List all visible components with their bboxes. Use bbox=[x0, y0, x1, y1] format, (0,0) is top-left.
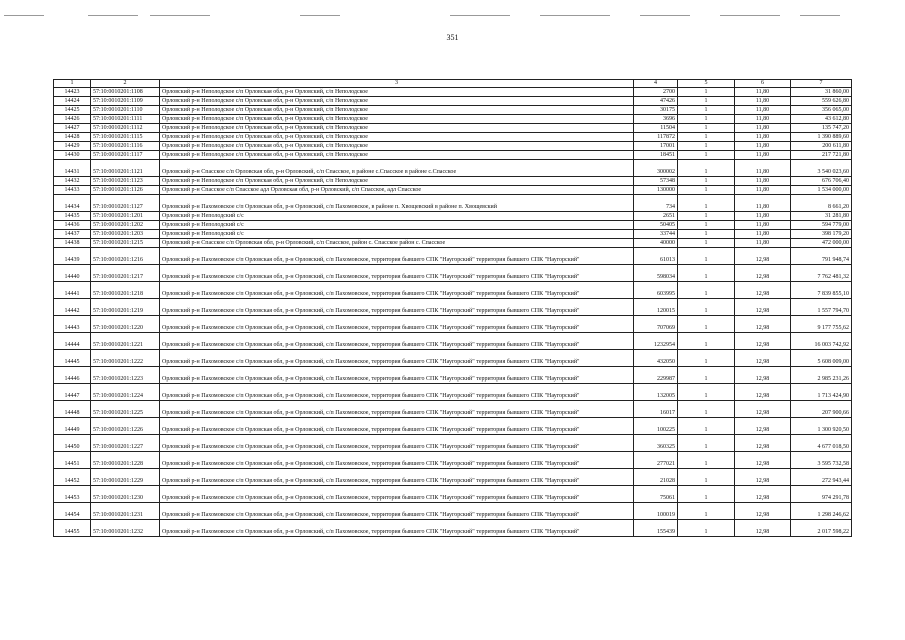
cell-rate: 12,98 bbox=[735, 469, 791, 486]
cell-area: 132005 bbox=[634, 384, 678, 401]
cell-rate: 12,98 bbox=[735, 452, 791, 469]
cell-rate: 12,98 bbox=[735, 282, 791, 299]
cell-rate: 12,98 bbox=[735, 265, 791, 282]
cell-location: Орловский р-н Пахомовское с/п Орловская обл, р-н Орловский, с/п Пахомовское, территория бывшего СПК "Наугорский" территория бывшего СПК "Наугорский" bbox=[160, 248, 634, 265]
cell-rate: 11,80 bbox=[735, 160, 791, 177]
cell-location: Орловский р-н Неполодское с/п Орловская обл, р-н Орловский, с/п Неполодское bbox=[160, 124, 634, 133]
cell-cadastral-number: 57:10:0010201:1222 bbox=[91, 350, 160, 367]
table-row bbox=[54, 316, 852, 333]
cell-row-number: 14443 bbox=[54, 316, 91, 333]
cell-rate: 12,98 bbox=[735, 418, 791, 435]
cell-rate: 11,80 bbox=[735, 230, 791, 239]
cell-rate: 12,98 bbox=[735, 520, 791, 537]
cell-cadastral-number: 57:10:0010201:1108 bbox=[91, 88, 160, 97]
cell-location: Орловский р-н Пахомовское с/п Орловская обл, р-н Орловский, с/п Пахомовское, территория бывшего СПК "Наугорский" территория бывшего СПК "Наугорский" bbox=[160, 520, 634, 537]
cell-area: 61013 bbox=[634, 248, 678, 265]
cell-count: 1 bbox=[678, 248, 735, 265]
page-number: 351 bbox=[446, 33, 459, 42]
cell-value: 1 557 794,70 bbox=[791, 299, 852, 316]
cell-value: 1 713 424,90 bbox=[791, 384, 852, 401]
cell-count: 1 bbox=[678, 350, 735, 367]
cell-cadastral-number: 57:10:0010201:1218 bbox=[91, 282, 160, 299]
cell-location: Орловский р-н Пахомовское с/п Орловская обл, р-н Орловский, с/п Пахомовское, территория бывшего СПК "Наугорский" территория бывшего СПК "Наугорский" bbox=[160, 299, 634, 316]
cell-row-number: 14432 bbox=[54, 177, 91, 186]
cell-row-number: 14451 bbox=[54, 452, 91, 469]
cell-cadastral-number: 57:10:0010201:1112 bbox=[91, 124, 160, 133]
table-row bbox=[54, 106, 852, 115]
cell-row-number: 14450 bbox=[54, 435, 91, 452]
cell-value: 9 177 755,62 bbox=[791, 316, 852, 333]
cell-cadastral-number: 57:10:0010201:1123 bbox=[91, 177, 160, 186]
cell-count: 1 bbox=[678, 88, 735, 97]
cell-cadastral-number: 57:10:0010201:1111 bbox=[91, 115, 160, 124]
table-row bbox=[54, 177, 852, 186]
cell-rate: 12,98 bbox=[735, 333, 791, 350]
cell-area: 17001 bbox=[634, 142, 678, 151]
cell-area: 30175 bbox=[634, 106, 678, 115]
cell-row-number: 14436 bbox=[54, 221, 91, 230]
table-row bbox=[54, 435, 852, 452]
cell-area: 734 bbox=[634, 195, 678, 212]
cell-cadastral-number: 57:10:0010201:1219 bbox=[91, 299, 160, 316]
cell-area: 50405 bbox=[634, 221, 678, 230]
table-row bbox=[54, 452, 852, 469]
cell-location: Орловский р-н Неполодское с/п Орловская обл, р-н Орловский, с/п Неполодское bbox=[160, 142, 634, 151]
cell-location: Орловский р-н Пахомовское с/п Орловская обл, р-н Орловский, с/п Пахомовское, территория бывшего СПК "Наугорский" территория бывшего СПК "Наугорский" bbox=[160, 469, 634, 486]
cell-location: Орловский р-н Пахомовское с/п Орловская обл, р-н Орловский, с/п Пахомовское, территория бывшего СПК "Наугорский" территория бывшего СПК "Наугорский" bbox=[160, 452, 634, 469]
cell-value: 356 065,00 bbox=[791, 106, 852, 115]
table-row bbox=[54, 97, 852, 106]
cell-rate: 12,98 bbox=[735, 486, 791, 503]
cell-count: 1 bbox=[678, 418, 735, 435]
cell-value: 272 943,44 bbox=[791, 469, 852, 486]
table-row bbox=[54, 350, 852, 367]
cell-row-number: 14424 bbox=[54, 97, 91, 106]
cell-rate: 12,98 bbox=[735, 384, 791, 401]
cell-location: Орловский р-н Пахомовское с/п Орловская обл, р-н Орловский, с/п Пахомовское, территория бывшего СПК "Наугорский" территория бывшего СПК "Наугорский" bbox=[160, 384, 634, 401]
cell-location: Орловский р-н Пахомовское с/п Орловская обл, р-н Орловский, с/п Пахомовское, территория бывшего СПК "Наугорский" территория бывшего СПК "Наугорский" bbox=[160, 350, 634, 367]
cell-value: 217 721,80 bbox=[791, 151, 852, 160]
cell-location: Орловский р-н Неполодское с/п Орловская обл, р-н Орловский, с/п Неполодское bbox=[160, 88, 634, 97]
cell-location: Орловский р-н Пахомовское с/п Орловская обл, р-н Орловский, с/п Пахомовское, территория бывшего СПК "Наугорский" территория бывшего СПК "Наугорский" bbox=[160, 418, 634, 435]
cell-area: 100225 bbox=[634, 418, 678, 435]
scan-artifact-marks bbox=[0, 12, 905, 18]
cell-location: Орловский р-н Пахомовское с/п Орловская обл, р-н Орловский, с/п Пахомовское, территория бывшего СПК "Наугорский" территория бывшего СПК "Наугорский" bbox=[160, 333, 634, 350]
cell-cadastral-number: 57:10:0010201:1215 bbox=[91, 239, 160, 248]
cell-count: 1 bbox=[678, 221, 735, 230]
cell-cadastral-number: 57:10:0010201:1229 bbox=[91, 469, 160, 486]
cell-row-number: 14447 bbox=[54, 384, 91, 401]
table-row bbox=[54, 160, 852, 177]
table-row bbox=[54, 124, 852, 133]
cell-row-number: 14444 bbox=[54, 333, 91, 350]
cell-location: Орловский р-н Неполодский с/с bbox=[160, 221, 634, 230]
cell-area: 1232954 bbox=[634, 333, 678, 350]
table-row bbox=[54, 239, 852, 248]
cell-area: 155439 bbox=[634, 520, 678, 537]
cell-rate: 11,80 bbox=[735, 177, 791, 186]
cell-area: 603995 bbox=[634, 282, 678, 299]
cell-location: Орловский р-н Неполодское с/п Орловская обл, р-н Орловский, с/п Неполодское bbox=[160, 115, 634, 124]
cell-count: 1 bbox=[678, 97, 735, 106]
cell-count: 1 bbox=[678, 160, 735, 177]
table-row bbox=[54, 115, 852, 124]
table-row bbox=[54, 299, 852, 316]
cell-rate: 11,80 bbox=[735, 195, 791, 212]
cell-value: 43 612,80 bbox=[791, 115, 852, 124]
cell-cadastral-number: 57:10:0010201:1203 bbox=[91, 230, 160, 239]
cell-value: 791 948,74 bbox=[791, 248, 852, 265]
cell-value: 31 860,00 bbox=[791, 88, 852, 97]
cell-count: 1 bbox=[678, 452, 735, 469]
cell-count: 1 bbox=[678, 367, 735, 384]
cell-location: Орловский р-н Спасское с/п Орловская обл, р-н Орловский, с/п Спасское, в районе с.Спасское в районе с.Спасское bbox=[160, 160, 634, 177]
cell-cadastral-number: 57:10:0010201:1126 bbox=[91, 186, 160, 195]
table-row bbox=[54, 151, 852, 160]
cell-location: Орловский р-н Пахомовское с/п Орловская обл, р-н Орловский, с/п Пахомовское, территория бывшего СПК "Наугорский" территория бывшего СПК "Наугорский" bbox=[160, 486, 634, 503]
cell-row-number: 14455 bbox=[54, 520, 91, 537]
cell-count: 1 bbox=[678, 486, 735, 503]
cell-count: 1 bbox=[678, 195, 735, 212]
cell-count: 1 bbox=[678, 265, 735, 282]
cell-location: Орловский р-н Пахомовское с/п Орловская обл, р-н Орловский, с/п Пахомовское, территория бывшего СПК "Наугорский" территория бывшего СПК "Наугорский" bbox=[160, 401, 634, 418]
cell-row-number: 14446 bbox=[54, 367, 91, 384]
cell-row-number: 14423 bbox=[54, 88, 91, 97]
cell-value: 7 762 481,32 bbox=[791, 265, 852, 282]
cell-area: 598034 bbox=[634, 265, 678, 282]
cell-value: 974 291,78 bbox=[791, 486, 852, 503]
cell-location: Орловский р-н Неполодское с/п Орловская обл, р-н Орловский, с/п Неполодское bbox=[160, 97, 634, 106]
cell-value: 2 017 598,22 bbox=[791, 520, 852, 537]
cell-cadastral-number: 57:10:0010201:1231 bbox=[91, 503, 160, 520]
table-row bbox=[54, 133, 852, 142]
cell-value: 1 390 889,60 bbox=[791, 133, 852, 142]
cell-value: 594 779,00 bbox=[791, 221, 852, 230]
cell-cadastral-number: 57:10:0010201:1221 bbox=[91, 333, 160, 350]
cell-rate: 11,80 bbox=[735, 142, 791, 151]
column-header-3: 3 bbox=[160, 80, 634, 88]
cell-cadastral-number: 57:10:0010201:1226 bbox=[91, 418, 160, 435]
cell-rate: 11,80 bbox=[735, 133, 791, 142]
cell-count: 1 bbox=[678, 239, 735, 248]
cell-row-number: 14437 bbox=[54, 230, 91, 239]
table-row bbox=[54, 486, 852, 503]
cell-value: 3 540 023,60 bbox=[791, 160, 852, 177]
cell-value: 472 000,00 bbox=[791, 239, 852, 248]
table-row bbox=[54, 88, 852, 97]
cell-value: 1 298 246,62 bbox=[791, 503, 852, 520]
cell-row-number: 14441 bbox=[54, 282, 91, 299]
cell-value: 3 595 732,58 bbox=[791, 452, 852, 469]
cell-area: 3696 bbox=[634, 115, 678, 124]
cell-rate: 12,98 bbox=[735, 367, 791, 384]
cell-cadastral-number: 57:10:0010201:1116 bbox=[91, 142, 160, 151]
column-header-5: 5 bbox=[678, 80, 735, 88]
cell-area: 16017 bbox=[634, 401, 678, 418]
table-row bbox=[54, 469, 852, 486]
cell-count: 1 bbox=[678, 469, 735, 486]
cell-value: 31 281,80 bbox=[791, 212, 852, 221]
cell-count: 1 bbox=[678, 384, 735, 401]
cell-area: 47426 bbox=[634, 97, 678, 106]
table-row bbox=[54, 367, 852, 384]
cell-count: 1 bbox=[678, 106, 735, 115]
cell-location: Орловский р-н Спасское с/п Спасское адл Орловская обл, р-н Орловский, с/п Спасское, адл Спасское bbox=[160, 186, 634, 195]
column-header-7: 7 bbox=[791, 80, 852, 88]
cell-row-number: 14453 bbox=[54, 486, 91, 503]
cell-area: 40000 bbox=[634, 239, 678, 248]
cell-area: 130000 bbox=[634, 186, 678, 195]
cell-row-number: 14452 bbox=[54, 469, 91, 486]
cell-row-number: 14438 bbox=[54, 239, 91, 248]
cell-count: 1 bbox=[678, 230, 735, 239]
table-row bbox=[54, 503, 852, 520]
cell-count: 1 bbox=[678, 186, 735, 195]
cell-area: 229987 bbox=[634, 367, 678, 384]
cell-location: Орловский р-н Пахомовское с/п Орловская обл, р-н Орловский, с/п Пахомовское, территория бывшего СПК "Наугорский" территория бывшего СПК "Наугорский" bbox=[160, 367, 634, 384]
cell-cadastral-number: 57:10:0010201:1115 bbox=[91, 133, 160, 142]
cell-count: 1 bbox=[678, 503, 735, 520]
cell-area: 33744 bbox=[634, 230, 678, 239]
table-row bbox=[54, 142, 852, 151]
cell-cadastral-number: 57:10:0010201:1217 bbox=[91, 265, 160, 282]
cell-value: 559 626,80 bbox=[791, 97, 852, 106]
cell-row-number: 14442 bbox=[54, 299, 91, 316]
cell-cadastral-number: 57:10:0010201:1216 bbox=[91, 248, 160, 265]
cell-value: 1 534 000,00 bbox=[791, 186, 852, 195]
cell-cadastral-number: 57:10:0010201:1121 bbox=[91, 160, 160, 177]
cell-value: 5 608 009,00 bbox=[791, 350, 852, 367]
cell-area: 75061 bbox=[634, 486, 678, 503]
cell-area: 11504 bbox=[634, 124, 678, 133]
cell-area: 57348 bbox=[634, 177, 678, 186]
cell-count: 1 bbox=[678, 333, 735, 350]
column-header-2: 2 bbox=[91, 80, 160, 88]
cell-rate: 12,98 bbox=[735, 299, 791, 316]
cell-value: 4 677 018,50 bbox=[791, 435, 852, 452]
cell-row-number: 14425 bbox=[54, 106, 91, 115]
cell-row-number: 14426 bbox=[54, 115, 91, 124]
cell-row-number: 14448 bbox=[54, 401, 91, 418]
cell-value: 8 661,20 bbox=[791, 195, 852, 212]
cell-location: Орловский р-н Пахомовское с/п Орловская обл, р-н Орловский, с/п Пахомовское, территория бывшего СПК "Наугорский" территория бывшего СПК "Наугорский" bbox=[160, 503, 634, 520]
cell-cadastral-number: 57:10:0010201:1224 bbox=[91, 384, 160, 401]
cell-count: 1 bbox=[678, 212, 735, 221]
cell-count: 1 bbox=[678, 435, 735, 452]
cell-row-number: 14434 bbox=[54, 195, 91, 212]
cell-row-number: 14431 bbox=[54, 160, 91, 177]
table-row bbox=[54, 418, 852, 435]
cell-count: 1 bbox=[678, 520, 735, 537]
table-row bbox=[54, 186, 852, 195]
cell-value: 207 900,66 bbox=[791, 401, 852, 418]
cell-area: 300002 bbox=[634, 160, 678, 177]
cell-cadastral-number: 57:10:0010201:1109 bbox=[91, 97, 160, 106]
cell-count: 1 bbox=[678, 124, 735, 133]
cell-value: 7 839 855,10 bbox=[791, 282, 852, 299]
table-row bbox=[54, 333, 852, 350]
cell-count: 1 bbox=[678, 316, 735, 333]
cell-location: Орловский р-н Неполодское с/п Орловская обл, р-н Орловский, с/п Неполодское bbox=[160, 151, 634, 160]
cell-area: 120015 bbox=[634, 299, 678, 316]
cell-row-number: 14440 bbox=[54, 265, 91, 282]
cell-count: 1 bbox=[678, 401, 735, 418]
cell-row-number: 14435 bbox=[54, 212, 91, 221]
cell-row-number: 14454 bbox=[54, 503, 91, 520]
cell-value: 676 706,40 bbox=[791, 177, 852, 186]
cell-value: 1 300 920,50 bbox=[791, 418, 852, 435]
cell-cadastral-number: 57:10:0010201:1225 bbox=[91, 401, 160, 418]
cell-count: 1 bbox=[678, 282, 735, 299]
cell-count: 1 bbox=[678, 115, 735, 124]
table-row bbox=[54, 212, 852, 221]
cell-count: 1 bbox=[678, 299, 735, 316]
header-row bbox=[54, 80, 852, 88]
cell-location: Орловский р-н Пахомовское с/п Орловская обл, р-н Орловский, с/п Пахомовское, в районе п. Хвощевский в районе п. Хвощевский bbox=[160, 195, 634, 212]
cell-row-number: 14427 bbox=[54, 124, 91, 133]
cell-rate: 11,80 bbox=[735, 106, 791, 115]
cell-rate: 11,80 bbox=[735, 221, 791, 230]
cell-count: 1 bbox=[678, 151, 735, 160]
table-row bbox=[54, 265, 852, 282]
cell-location: Орловский р-н Пахомовское с/п Орловская обл, р-н Орловский, с/п Пахомовское, территория бывшего СПК "Наугорский" территория бывшего СПК "Наугорский" bbox=[160, 435, 634, 452]
cell-area: 277021 bbox=[634, 452, 678, 469]
cell-location: Орловский р-н Неполодский с/с bbox=[160, 230, 634, 239]
cell-rate: 12,98 bbox=[735, 248, 791, 265]
land-register-table bbox=[53, 79, 852, 537]
cell-row-number: 14445 bbox=[54, 350, 91, 367]
cell-rate: 12,98 bbox=[735, 435, 791, 452]
cell-location: Орловский р-н Пахомовское с/п Орловская обл, р-н Орловский, с/п Пахомовское, территория бывшего СПК "Наугорский" территория бывшего СПК "Наугорский" bbox=[160, 282, 634, 299]
cell-row-number: 14429 bbox=[54, 142, 91, 151]
cell-area: 432050 bbox=[634, 350, 678, 367]
cell-area: 707069 bbox=[634, 316, 678, 333]
table-body bbox=[54, 88, 852, 537]
cell-rate: 11,80 bbox=[735, 115, 791, 124]
cell-rate: 12,98 bbox=[735, 401, 791, 418]
cell-rate: 11,80 bbox=[735, 88, 791, 97]
column-header-1: 1 bbox=[54, 80, 91, 88]
cell-row-number: 14439 bbox=[54, 248, 91, 265]
cell-cadastral-number: 57:10:0010201:1232 bbox=[91, 520, 160, 537]
cell-rate: 11,80 bbox=[735, 97, 791, 106]
cell-cadastral-number: 57:10:0010201:1117 bbox=[91, 151, 160, 160]
cell-row-number: 14428 bbox=[54, 133, 91, 142]
cell-rate: 11,80 bbox=[735, 124, 791, 133]
column-header-6: 6 bbox=[735, 80, 791, 88]
cell-rate: 11,80 bbox=[735, 151, 791, 160]
column-header-4: 4 bbox=[634, 80, 678, 88]
cell-count: 1 bbox=[678, 177, 735, 186]
table-row bbox=[54, 401, 852, 418]
cell-location: Орловский р-н Спасское с/п Орловская обл, р-н Орловский, с/п Спасское, район с. Спасское район с. Спасское bbox=[160, 239, 634, 248]
cell-area: 117872 bbox=[634, 133, 678, 142]
cell-cadastral-number: 57:10:0010201:1201 bbox=[91, 212, 160, 221]
cell-value: 135 747,20 bbox=[791, 124, 852, 133]
cell-count: 1 bbox=[678, 142, 735, 151]
cell-cadastral-number: 57:10:0010201:1223 bbox=[91, 367, 160, 384]
cell-location: Орловский р-н Пахомовское с/п Орловская обл, р-н Орловский, с/п Пахомовское, территория бывшего СПК "Наугорский" территория бывшего СПК "Наугорский" bbox=[160, 316, 634, 333]
cell-location: Орловский р-н Неполодское с/п Орловская обл, р-н Орловский, с/п Неполодское bbox=[160, 133, 634, 142]
cell-value: 16 003 742,92 bbox=[791, 333, 852, 350]
table-row bbox=[54, 520, 852, 537]
cell-row-number: 14449 bbox=[54, 418, 91, 435]
cell-area: 2700 bbox=[634, 88, 678, 97]
table-header bbox=[54, 80, 852, 88]
table-row bbox=[54, 282, 852, 299]
cell-area: 21028 bbox=[634, 469, 678, 486]
cell-rate: 12,98 bbox=[735, 503, 791, 520]
cell-area: 100019 bbox=[634, 503, 678, 520]
cell-cadastral-number: 57:10:0010201:1110 bbox=[91, 106, 160, 115]
cell-row-number: 14433 bbox=[54, 186, 91, 195]
table-row bbox=[54, 384, 852, 401]
cell-rate: 11,80 bbox=[735, 186, 791, 195]
cell-value: 398 179,20 bbox=[791, 230, 852, 239]
cell-rate: 11,80 bbox=[735, 239, 791, 248]
cell-cadastral-number: 57:10:0010201:1127 bbox=[91, 195, 160, 212]
table-row bbox=[54, 230, 852, 239]
cell-location: Орловский р-н Неполодское с/п Орловская обл, р-н Орловский, с/п Неполодское bbox=[160, 106, 634, 115]
cell-count: 1 bbox=[678, 133, 735, 142]
cell-row-number: 14430 bbox=[54, 151, 91, 160]
table-row bbox=[54, 248, 852, 265]
cell-location: Орловский р-н Неполодский с/с bbox=[160, 212, 634, 221]
cell-cadastral-number: 57:10:0010201:1227 bbox=[91, 435, 160, 452]
table-row bbox=[54, 221, 852, 230]
cell-value: 200 611,80 bbox=[791, 142, 852, 151]
cell-rate: 12,98 bbox=[735, 316, 791, 333]
cell-location: Орловский р-н Пахомовское с/п Орловская обл, р-н Орловский, с/п Пахомовское, территория бывшего СПК "Наугорский" территория бывшего СПК "Наугорский" bbox=[160, 265, 634, 282]
table-row bbox=[54, 195, 852, 212]
cell-cadastral-number: 57:10:0010201:1228 bbox=[91, 452, 160, 469]
cell-rate: 12,98 bbox=[735, 350, 791, 367]
cell-area: 18451 bbox=[634, 151, 678, 160]
cell-area: 360325 bbox=[634, 435, 678, 452]
cell-location: Орловский р-н Неполодское с/п Орловская обл, р-н Орловский, с/п Неполодское bbox=[160, 177, 634, 186]
cell-value: 2 985 231,26 bbox=[791, 367, 852, 384]
cell-cadastral-number: 57:10:0010201:1230 bbox=[91, 486, 160, 503]
cell-area: 2651 bbox=[634, 212, 678, 221]
cell-cadastral-number: 57:10:0010201:1202 bbox=[91, 221, 160, 230]
cell-rate: 11,80 bbox=[735, 212, 791, 221]
cell-cadastral-number: 57:10:0010201:1220 bbox=[91, 316, 160, 333]
